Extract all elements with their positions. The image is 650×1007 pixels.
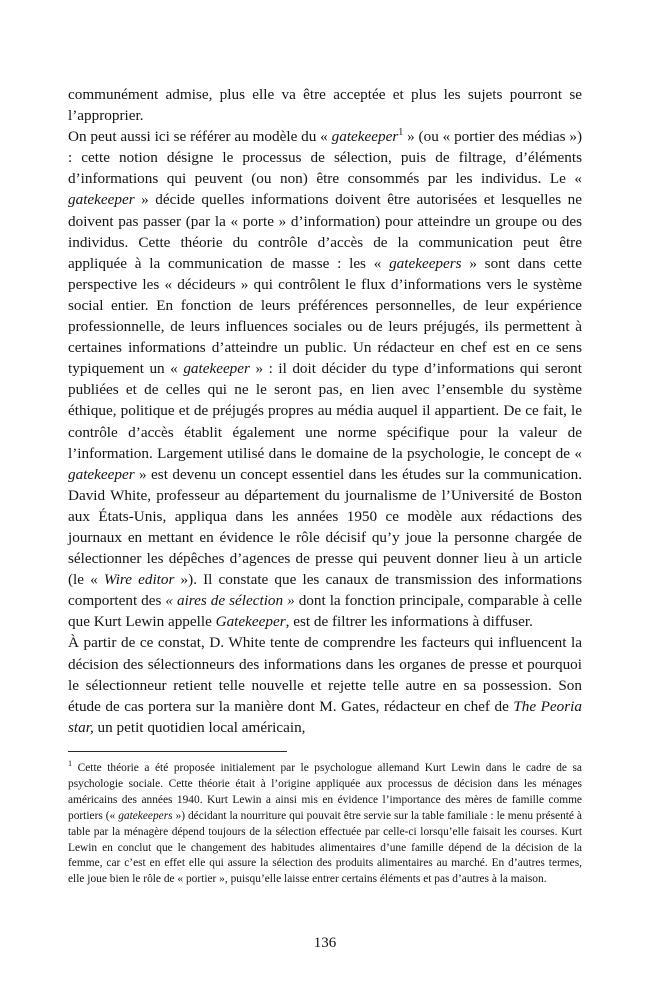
paragraph-2-italic-run: gatekeeper (331, 128, 399, 146)
paragraph-1 (68, 84, 582, 126)
paragraph-2-italic-run: gatekeeper (68, 191, 135, 209)
paragraph-2-run: » sont dans cette perspective les « décideurs » qui contrôlent le flux d’informations vers le système social entier. En fonction de leurs préférences personnelles, de leur expérience professionnelle, de leurs influences sociales ou de leurs préjugés, ils permettent à certaines informations d’atteindre un public. Un rédacteur en chef est en ce sens typiquement un « (68, 254, 582, 378)
paragraph-2-italic-run: Gatekeeper (215, 613, 286, 631)
paragraph-3-run: À partir de ce constat, D. White tente de comprendre les facteurs qui influencent la décision des sélectionneurs des informations dans les organes de presse et pourquoi le sélectionneur retient telle nouvelle et rejette telle autre en sa possession. Son étude de cas portera sur la manière dont M. Gates, rédacteur en chef de (68, 634, 582, 715)
paragraph-2-run: dont la fonction principale, comparable à celle que Kurt Lewin appelle (68, 592, 582, 631)
footnote-number: 1 (68, 759, 73, 769)
footnote-run: ») décidant la nourriture qui pouvait être servie sur la table familiale : le menu présenté à table par la ménagère dépend toujours de la sélection effectuée par celle-ci lorsqu’elle faisait les courses. Kurt Lewin en conclut que le changement des habitudes alimentaires d’une famille dépend de la décision de la femme, car c’est en effet elle qui assure la sélection des produits alimentaires au marché. En d’autres termes, elle joue bien le rôle de « portier », puisqu’elle laisse entrer certains éléments et pas d’autres à la maison. (68, 809, 582, 886)
body-text (68, 84, 582, 738)
paragraph-2-run: »). Il constate que les canaux de transmission des informations comportent des (68, 571, 582, 610)
footnote-run: Cette théorie a été proposée initialement par le psychologue allemand Kurt Lewin dans le cadre de sa psychologie sociale. Cette théorie était à l’origine appliquée aux processus de décision dans les ménages américains des années 1940. Kurt Lewin a ainsi mis en évidence l’importance des mères de famille comme portiers (« (68, 762, 582, 822)
paragraph-2-run: On peut aussi ici se référer au modèle du « (68, 128, 332, 146)
footnote-reference-marker[interactable]: 1 (398, 127, 404, 139)
page-number: 136 (313, 935, 337, 951)
paragraph-2 (68, 126, 582, 632)
paragraph-2-run: » : il doit décider du type d’informations qui seront publiées et de celles qui ne le seront pas, en lien avec l’ensemble du système éthique, politique et de préjugés propres au média auquel il appartient. De ce fait, le contrôle d’accès établit également une norme spécifique pour la valeur de l’information. Largement utilisé dans le domaine de la psychologie, le concept de « (68, 360, 582, 462)
footnote-area (68, 751, 582, 888)
paragraph-3-run: un petit quotidien local américain, (93, 718, 306, 736)
footnote-separator-rule (68, 751, 287, 752)
paragraph-2-run: » décide quelles informations doivent être autorisées et lesquelles ne doivent pas passer (par la « porte » d’information) pour atteindre un groupe ou des individus. Cette théorie du contrôle d’accès de la communication peut être appliquée à la communication de masse : les « (68, 191, 582, 272)
footnote-italic-run: gatekeepers (118, 809, 173, 822)
paragraph-1-run: communément admise, plus elle va être acceptée et plus les sujets pourront se l’approprier. (68, 86, 582, 125)
paragraph-2-italic-run: Wire editor (103, 571, 175, 589)
paragraph-2-italic-run: gatekeepers (389, 254, 462, 272)
paragraph-2-italic-run: gatekeeper (68, 465, 135, 483)
paragraph-2-run: » (ou « portier des médias ») : cette notion désigne le processus de sélection, puis de filtrage, d’éléments d’informations qui peuvent (ou non) être consommés par les individus. Le « (68, 128, 582, 188)
paragraph-3 (68, 632, 582, 737)
footnote-1 (68, 761, 582, 888)
paragraph-3-italic-run: The Peoria star, (68, 697, 582, 736)
page-body-text-block (68, 84, 582, 738)
paragraph-2-italic-run: « aires de sélection » (165, 592, 295, 610)
paragraph-2-italic-run: gatekeeper (183, 360, 250, 378)
paragraph-2-run: , est de filtrer les informations à diffuser. (285, 613, 533, 631)
paragraph-2-run: » est devenu un concept essentiel dans les études sur la communication. David White, professeur au département du journalisme de l’Université de Boston aux États-Unis, appliqua dans les années 1950 ce modèle aux rédactions des journaux en mettant en évidence le rôle décisif qu’y joue la personne chargée de sélectionner les dépêches d’agences de presse qui peuvent donner lieu à un article (le « (68, 465, 582, 589)
